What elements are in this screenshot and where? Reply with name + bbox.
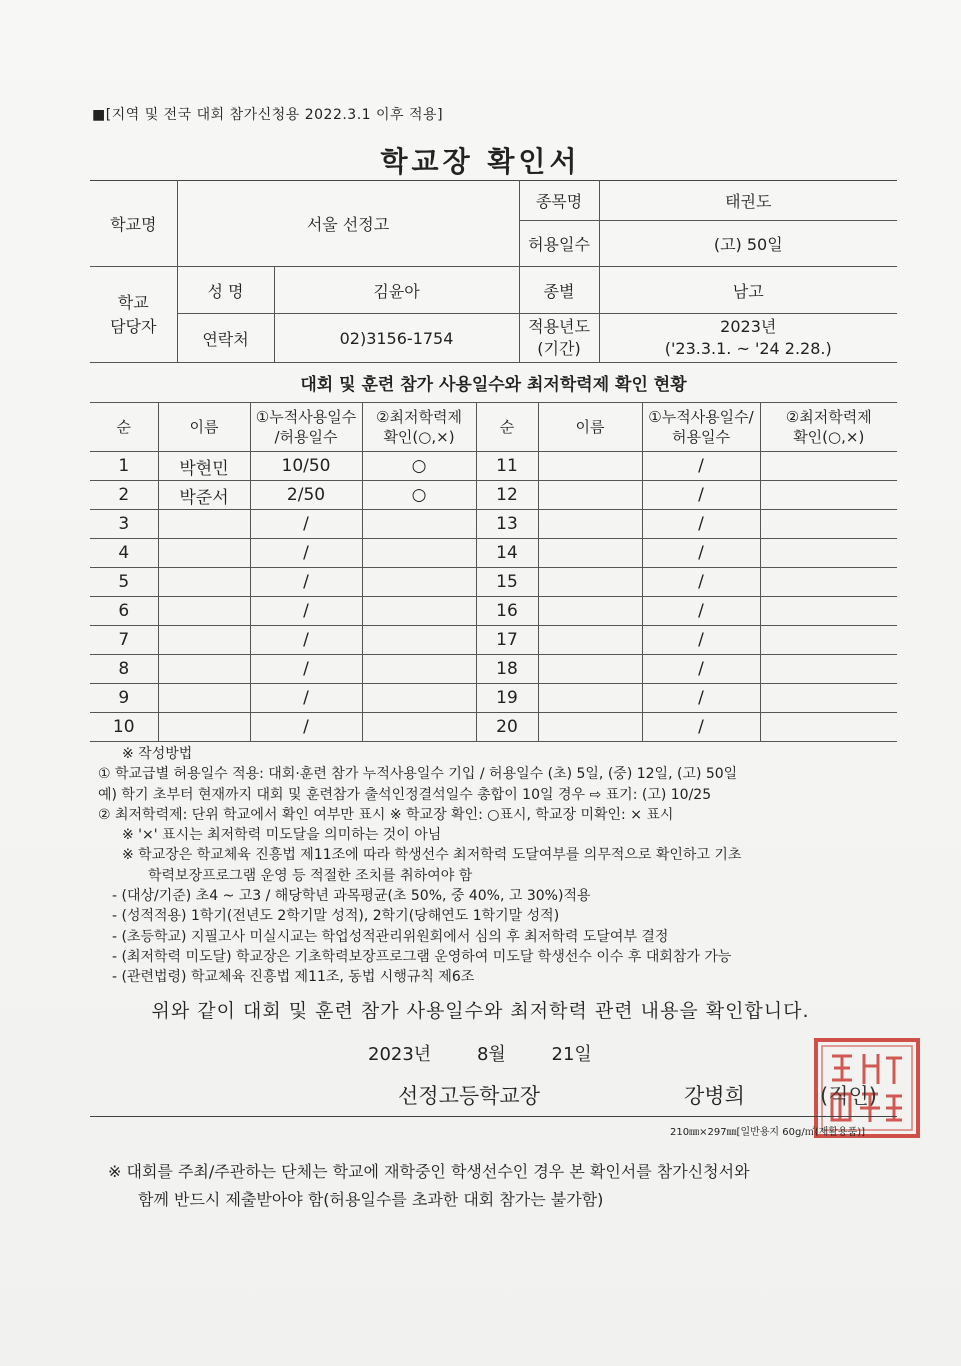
row-min — [362, 510, 476, 539]
note-line: ※ '×' 표시는 최저학력 미도달을 의미하는 것이 아님 — [122, 827, 442, 844]
header-no-right: 순 — [476, 403, 538, 452]
row-name-right — [538, 684, 642, 713]
row-min-right — [760, 597, 897, 626]
section-title: 대회 및 훈련 참가 사용일수와 최저학력제 확인 현황 — [300, 375, 687, 395]
row-no-right: 16 — [476, 597, 538, 626]
row-name-right — [538, 452, 642, 481]
name-label: 성 명 — [177, 267, 274, 314]
name-value: 김윤아 — [274, 267, 519, 314]
row-days-right: / — [642, 539, 760, 568]
table-row — [90, 452, 897, 481]
row-min — [362, 539, 476, 568]
table-row — [90, 626, 897, 655]
row-min — [362, 713, 476, 742]
date-day: 21일 — [551, 1044, 592, 1065]
row-no: 8 — [90, 655, 158, 684]
row-days: 10/50 — [250, 452, 362, 481]
contact-label: 연락처 — [177, 314, 274, 363]
row-name — [158, 539, 250, 568]
header-min-1: ②최저학력제 — [376, 408, 462, 426]
row-days-right: / — [642, 626, 760, 655]
row-days-right: / — [642, 655, 760, 684]
contact-value: 02)3156-1754 — [274, 314, 519, 363]
row-min — [362, 597, 476, 626]
note-line: - (초등학교) 지필고사 미실시교는 학업성적관리위원회에서 심의 후 최저학력 도달여부 결정 — [112, 928, 669, 945]
header-days — [250, 403, 362, 452]
row-name-right — [538, 568, 642, 597]
principal-name: 강병희 — [684, 1084, 745, 1108]
row-no-right: 15 — [476, 568, 538, 597]
row-no-right: 18 — [476, 655, 538, 684]
row-name — [158, 597, 250, 626]
row-days: / — [250, 684, 362, 713]
row-no-right: 13 — [476, 510, 538, 539]
allowed-days-label: 허용일수 — [519, 221, 599, 267]
row-min-right — [760, 684, 897, 713]
row-no-right: 12 — [476, 481, 538, 510]
row-min — [362, 684, 476, 713]
row-days-right: / — [642, 452, 760, 481]
header-days-right-1: ①누적사용일수/ — [648, 408, 754, 426]
note-line: - (최저학력 미도달) 학교장은 기초학력보장프로그램 운영하여 미도달 학생선수 이수 후 대회참가 가능 — [112, 948, 732, 965]
row-days: / — [250, 539, 362, 568]
note-line: - (성적적용) 1학기(전년도 2학기말 성적), 2학기(당해연도 1학기말 성적) — [112, 908, 560, 925]
table-row — [90, 597, 897, 626]
row-no: 2 — [90, 481, 158, 510]
year-value-2: ('23.3.1. ~ '24 2.28.) — [664, 339, 832, 358]
note-line: 학력보장프로그램 운영 등 적절한 조치를 취하여야 함 — [148, 867, 473, 884]
row-days-right: / — [642, 597, 760, 626]
header-min-right-1: ②최저학력제 — [785, 408, 872, 426]
row-name: 박현민 — [158, 452, 250, 481]
year-label-1: 적용년도 — [528, 317, 590, 336]
school-label: 학교명 — [90, 180, 177, 267]
row-no-right: 20 — [476, 713, 538, 742]
row-name-right — [538, 510, 642, 539]
row-no: 9 — [90, 684, 158, 713]
gender-label: 종별 — [519, 267, 599, 314]
gender-value: 남고 — [599, 267, 897, 314]
year-label-2: (기간) — [537, 339, 581, 358]
table-row — [90, 713, 897, 742]
header-days-2: /허용일수 — [274, 428, 338, 446]
row-min-right — [760, 655, 897, 684]
row-days-right: / — [642, 713, 760, 742]
row-no: 4 — [90, 539, 158, 568]
year-label — [519, 314, 599, 363]
note-line: ② 최저학력제: 단위 학교에서 확인 여부만 표시 ※ 학교장 확인: ○표시, 학교장 미확인: × 표시 — [98, 806, 674, 823]
row-name-right — [538, 597, 642, 626]
row-name: 박준서 — [158, 481, 250, 510]
row-no: 1 — [90, 452, 158, 481]
row-name — [158, 626, 250, 655]
table-row — [90, 655, 897, 684]
row-min — [362, 568, 476, 597]
document-title: 학교장 확인서 — [380, 145, 581, 178]
row-days: / — [250, 510, 362, 539]
note-line: - (대상/기준) 초4 ~ 고3 / 해당학년 과목평균(초 50%, 중 40%, 고 30%)적용 — [112, 888, 591, 905]
row-name — [158, 568, 250, 597]
row-min — [362, 626, 476, 655]
paper-spec: 210㎜×297㎜[일반용지 60g/㎡(재활용품)] — [670, 1127, 866, 1138]
row-min-right — [760, 568, 897, 597]
row-name — [158, 713, 250, 742]
allowed-days-value: (고) 50일 — [599, 221, 897, 267]
row-min-right — [760, 452, 897, 481]
year-value-1: 2023년 — [720, 317, 777, 336]
row-no-right: 14 — [476, 539, 538, 568]
row-days: / — [250, 597, 362, 626]
row-name — [158, 510, 250, 539]
footer-line-2: 함께 반드시 제출받아야 함(허용일수를 초과한 대회 참가는 불가함) — [138, 1190, 604, 1209]
header-min — [362, 403, 476, 452]
row-days: / — [250, 626, 362, 655]
sport-label: 종목명 — [519, 180, 599, 221]
date-month: 8월 — [476, 1044, 506, 1065]
row-min: ○ — [362, 452, 476, 481]
row-days: 2/50 — [250, 481, 362, 510]
note-line: 예) 학기 초부터 현재까지 대회 및 훈련참가 출석인정결석일수 총합이 10일 경우 ⇨ 표기: (고) 10/25 — [98, 786, 712, 803]
table-row — [90, 684, 897, 713]
header-days-1: ①누적사용일수 — [255, 408, 357, 426]
row-min-right — [760, 481, 897, 510]
header-days-right-2: 허용일수 — [672, 428, 730, 446]
table-row — [90, 568, 897, 597]
header-min-right — [760, 403, 897, 452]
header-min-right-2: 확인(○,×) — [793, 428, 865, 446]
row-no: 3 — [90, 510, 158, 539]
row-no: 10 — [90, 713, 158, 742]
roster-header-row — [90, 403, 897, 452]
row-no: 7 — [90, 626, 158, 655]
row-min-right — [760, 626, 897, 655]
seal-label: (직인) — [820, 1084, 877, 1108]
row-days-right: / — [642, 684, 760, 713]
signature-date — [368, 1040, 632, 1066]
header-note: ■[지역 및 전국 대회 참가신청용 2022.3.1 이후 적용] — [92, 107, 444, 123]
row-days-right: / — [642, 481, 760, 510]
row-min-right — [760, 713, 897, 742]
row-min: ○ — [362, 481, 476, 510]
footer-line-1: ※ 대회를 주최/주관하는 단체는 학교에 재학중인 학생선수인 경우 본 확인서를 참가신청서와 — [108, 1162, 750, 1181]
note-line: ※ 작성방법 — [122, 746, 193, 762]
info-table — [90, 180, 897, 363]
header-name: 이름 — [158, 403, 250, 452]
row-name-right — [538, 539, 642, 568]
row-name-right — [538, 626, 642, 655]
header-days-right — [642, 403, 760, 452]
row-min — [362, 655, 476, 684]
confirmation-statement: 위와 같이 대회 및 훈련 참가 사용일수와 최저학력 관련 내용을 확인합니다. — [151, 1000, 810, 1022]
year-value — [599, 314, 897, 363]
row-no-right: 19 — [476, 684, 538, 713]
date-year: 2023년 — [368, 1044, 432, 1065]
row-name — [158, 684, 250, 713]
row-no: 6 — [90, 597, 158, 626]
table-row — [90, 510, 897, 539]
row-no-right: 17 — [476, 626, 538, 655]
table-row — [90, 481, 897, 510]
bottom-rule — [90, 1116, 897, 1117]
row-name — [158, 655, 250, 684]
row-days-right: / — [642, 510, 760, 539]
row-min-right — [760, 510, 897, 539]
note-line: - (관련법령) 학교체육 진흥법 제11조, 동법 시행규칙 제6조 — [112, 969, 475, 986]
table-row — [90, 539, 897, 568]
header-no: 순 — [90, 403, 158, 452]
sport-value: 태권도 — [599, 180, 897, 221]
manager-label: 학교 담당자 — [90, 267, 177, 363]
row-days: / — [250, 655, 362, 684]
note-line: ※ 학교장은 학교체육 진흥법 제11조에 따라 학생선수 최저학력 도달여부를 의무적으로 확인하고 기초 — [122, 847, 742, 864]
row-name-right — [538, 481, 642, 510]
school-value: 서울 선정고 — [177, 180, 519, 267]
footer-note — [108, 1158, 750, 1214]
row-no-right: 11 — [476, 452, 538, 481]
row-min-right — [760, 539, 897, 568]
row-name-right — [538, 655, 642, 684]
roster-table — [90, 402, 897, 742]
row-days: / — [250, 568, 362, 597]
row-days: / — [250, 713, 362, 742]
roster-body — [90, 452, 897, 742]
note-line: ① 학교급별 허용일수 적용: 대회·훈련 참가 누적사용일수 기입 / 허용일수 (초) 5일, (중) 12일, (고) 50일 — [98, 766, 738, 783]
row-name-right — [538, 713, 642, 742]
instructions-notes — [98, 744, 908, 988]
header-min-2: 확인(○,×) — [383, 428, 455, 446]
row-no: 5 — [90, 568, 158, 597]
principal-title: 선정고등학교장 — [398, 1084, 541, 1108]
header-name-right: 이름 — [538, 403, 642, 452]
row-days-right: / — [642, 568, 760, 597]
